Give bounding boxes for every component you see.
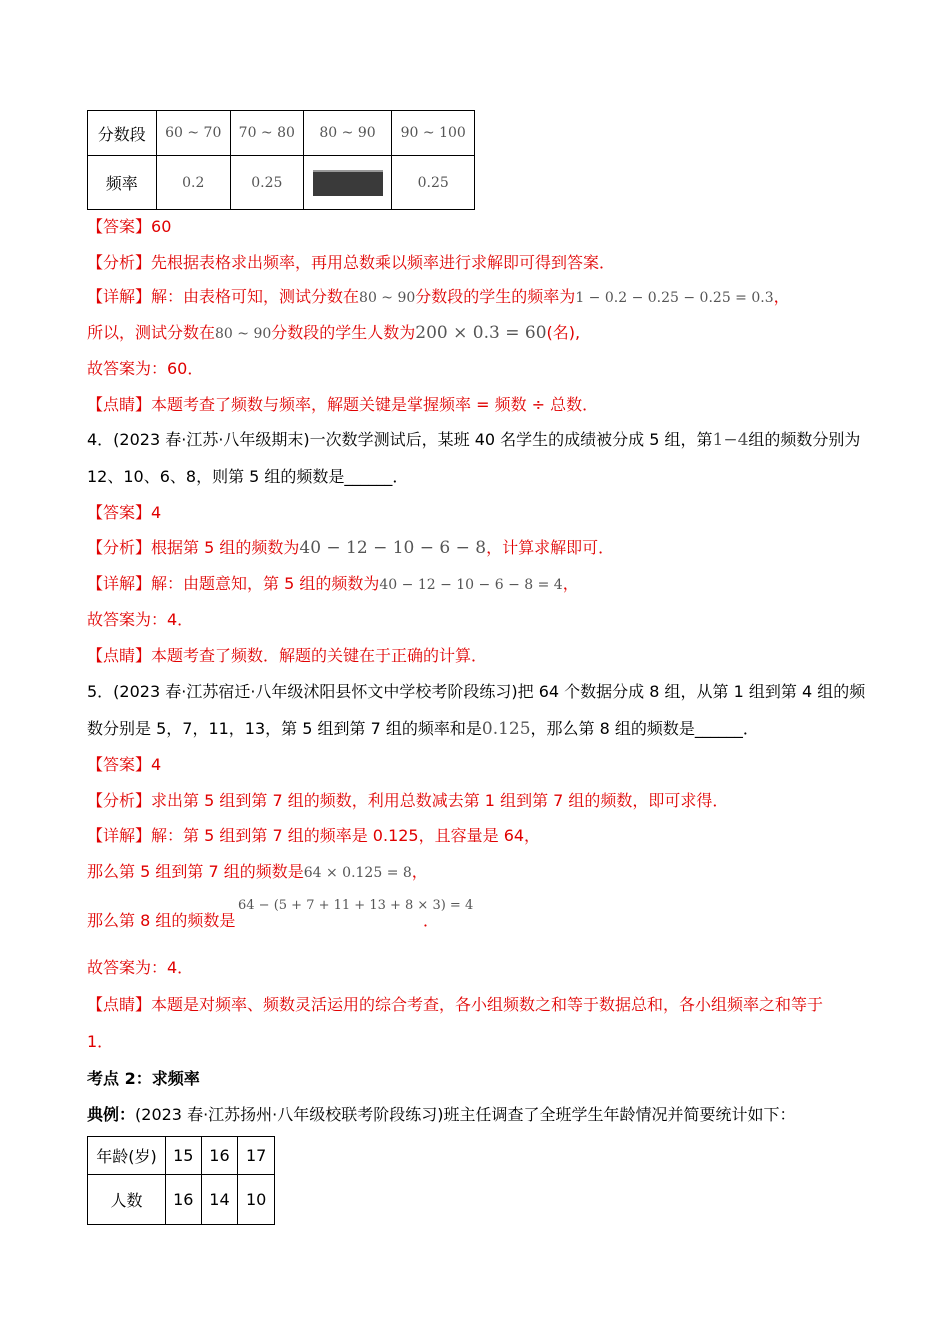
- analysis-tag: 【分析】: [87, 253, 152, 272]
- detail-line: [87, 825, 540, 847]
- analysis-tag: 【分析】: [87, 538, 152, 557]
- detail-line: [87, 910, 235, 932]
- table-cell: 60 ~ 70: [156, 111, 231, 156]
- detail-text: 解：由题意知，第 5 组的频数为: [151, 574, 380, 593]
- section-heading: 考点 2：求频率: [87, 1069, 200, 1088]
- answer-line: [87, 502, 161, 524]
- stem-text: ，那么第 8 组的频数是______．: [530, 719, 759, 738]
- table-row: [88, 1175, 275, 1225]
- table-header-cell: 人数: [88, 1175, 166, 1225]
- analysis-text: 根据第 5 组的频数为: [151, 538, 300, 557]
- table-row: [88, 156, 475, 210]
- detail-text: 那么第 8 组的频数是: [87, 911, 236, 930]
- detail-tag: 【详解】: [87, 826, 152, 845]
- answer-tag: 【答案】: [87, 503, 152, 522]
- detail-text: 所以，测试分数在: [87, 323, 216, 342]
- analysis-text: ，计算求解即可．: [486, 538, 615, 557]
- table-cell: 16: [165, 1175, 201, 1225]
- table-cell: 10: [238, 1175, 275, 1225]
- analysis-line: [87, 537, 614, 559]
- detail-text: ，: [562, 574, 579, 593]
- table-row: [88, 111, 475, 156]
- table-header-cell: 年龄(岁): [88, 1137, 166, 1175]
- answer-value: 60: [151, 217, 172, 236]
- comment-tag: 【点睛】: [87, 395, 152, 414]
- comment-line: 1．: [87, 1032, 114, 1051]
- question-stem: [87, 718, 759, 740]
- math-expression: 64 × 0.125 = 8: [303, 865, 412, 881]
- stem-text: 数分别是 5，7，11，13，第 5 组到第 7 组的频率和是: [87, 719, 482, 738]
- answer-line: [87, 216, 171, 238]
- example-text: (2023 春·江苏扬州·八年级校联考阶段练习)班主任调查了全班学生年龄情况并简要统计如下：: [135, 1105, 796, 1124]
- math-expression: 40 − 12 − 10 − 6 − 8: [299, 538, 487, 558]
- math-expression: 1 − 0.2 − 0.25 − 0.25 = 0.3: [575, 290, 774, 306]
- math-expression: 64 − (5 + 7 + 11 + 13 + 8 × 3) = 4: [238, 898, 474, 913]
- table-cell: 0.25: [231, 156, 304, 210]
- question-stem: 12、10、6、8，则第 5 组的频数是______．: [87, 467, 409, 486]
- comment-text: 本题考查了频数．解题的关键在于正确的计算．: [151, 646, 488, 665]
- detail-text: ．: [423, 911, 440, 930]
- table-cell: 70 ~ 80: [231, 111, 304, 156]
- detail-text: (名),: [546, 323, 581, 342]
- analysis-tag: 【分析】: [87, 791, 152, 810]
- detail-text: 解：由表格可知，测试分数在: [151, 287, 360, 306]
- table-header-cell: 频率: [88, 156, 157, 210]
- stem-text: 4．(2023 春·江苏·八年级期末)一次数学测试后，某班 40 名学生的成绩被分成 5 组，第: [87, 430, 713, 449]
- age-table: [87, 1136, 275, 1225]
- question-stem: [87, 429, 860, 451]
- table-cell: 0.2: [156, 156, 231, 210]
- table-cell: [303, 156, 392, 210]
- math-expression: 1−4: [712, 430, 749, 450]
- math-expression: 200 × 0.3 = 60: [415, 323, 547, 343]
- math-expression: 40 − 12 − 10 − 6 − 8 = 4: [379, 577, 563, 593]
- detail-text: 分数段的学生人数为: [271, 323, 416, 342]
- detail-text: 解：第 5 组到第 7 组的频率是 0.125，且容量是 64，: [151, 826, 541, 845]
- table-header-cell: 分数段: [88, 111, 157, 156]
- table-row: [88, 1137, 275, 1175]
- conclusion-line: 故答案为：4．: [87, 610, 194, 629]
- detail-tag: 【详解】: [87, 287, 152, 306]
- math-expression: 80 ~ 90: [359, 290, 416, 306]
- detail-text: ，: [411, 862, 428, 881]
- detail-line: [87, 286, 790, 309]
- example-tag: 典例：: [87, 1105, 136, 1124]
- answer-tag: 【答案】: [87, 755, 152, 774]
- comment-line: [87, 645, 487, 667]
- table-cell: 80 ~ 90: [303, 111, 392, 156]
- table-cell: 16: [201, 1137, 238, 1175]
- detail-text: ，: [773, 287, 790, 306]
- detail-text: 分数段的学生的频率为: [415, 287, 576, 306]
- detail-line: [87, 322, 580, 345]
- answer-value: 4: [151, 755, 162, 774]
- comment-tag: 【点睛】: [87, 646, 152, 665]
- analysis-text: 先根据表格求出频率，再用总数乘以频率进行求解即可得到答案．: [151, 253, 616, 272]
- detail-line: [87, 573, 579, 596]
- analysis-line: [87, 790, 728, 812]
- answer-line: [87, 754, 161, 776]
- analysis-text: 求出第 5 组到第 7 组的频数，利用总数减去第 1 组到第 7 组的频数，即可求得．: [151, 791, 729, 810]
- conclusion-line: 故答案为：4．: [87, 958, 194, 977]
- comment-text: 本题是对频率、频数灵活运用的综合考查，各小组频数之和等于数据总和，各小组频率之和等于: [151, 995, 824, 1014]
- comment-tag: 【点睛】: [87, 995, 152, 1014]
- detail-line: [87, 861, 428, 884]
- question-stem: 5．(2023 春·江苏宿迁·八年级沭阳县怀文中学校考阶段练习)把 64 个数据分成 8 组，从第 1 组到第 4 组的频: [87, 682, 866, 701]
- table-cell: 15: [165, 1137, 201, 1175]
- comment-line: [87, 394, 598, 416]
- math-expression: 80 ~ 90: [215, 326, 272, 342]
- table-cell: 17: [238, 1137, 275, 1175]
- answer-tag: 【答案】: [87, 217, 152, 236]
- detail-text: 那么第 5 组到第 7 组的频数是: [87, 862, 304, 881]
- analysis-line: [87, 252, 615, 274]
- stem-text: 组的频数分别为: [748, 430, 861, 449]
- detail-tag: 【详解】: [87, 574, 152, 593]
- table-cell: 90 ~ 100: [392, 111, 475, 156]
- example-line: [87, 1104, 795, 1126]
- obscured-value-block: [313, 170, 383, 196]
- comment-text: 本题考查了频数与频率，解题关键是掌握频率 = 频数 ÷ 总数．: [151, 395, 599, 414]
- math-expression: 0.125: [481, 719, 531, 739]
- conclusion-line: 故答案为：60．: [87, 359, 204, 378]
- frequency-table: [87, 110, 475, 210]
- comment-line: [87, 994, 823, 1016]
- answer-value: 4: [151, 503, 162, 522]
- table-cell: 0.25: [392, 156, 475, 210]
- table-cell: 14: [201, 1175, 238, 1225]
